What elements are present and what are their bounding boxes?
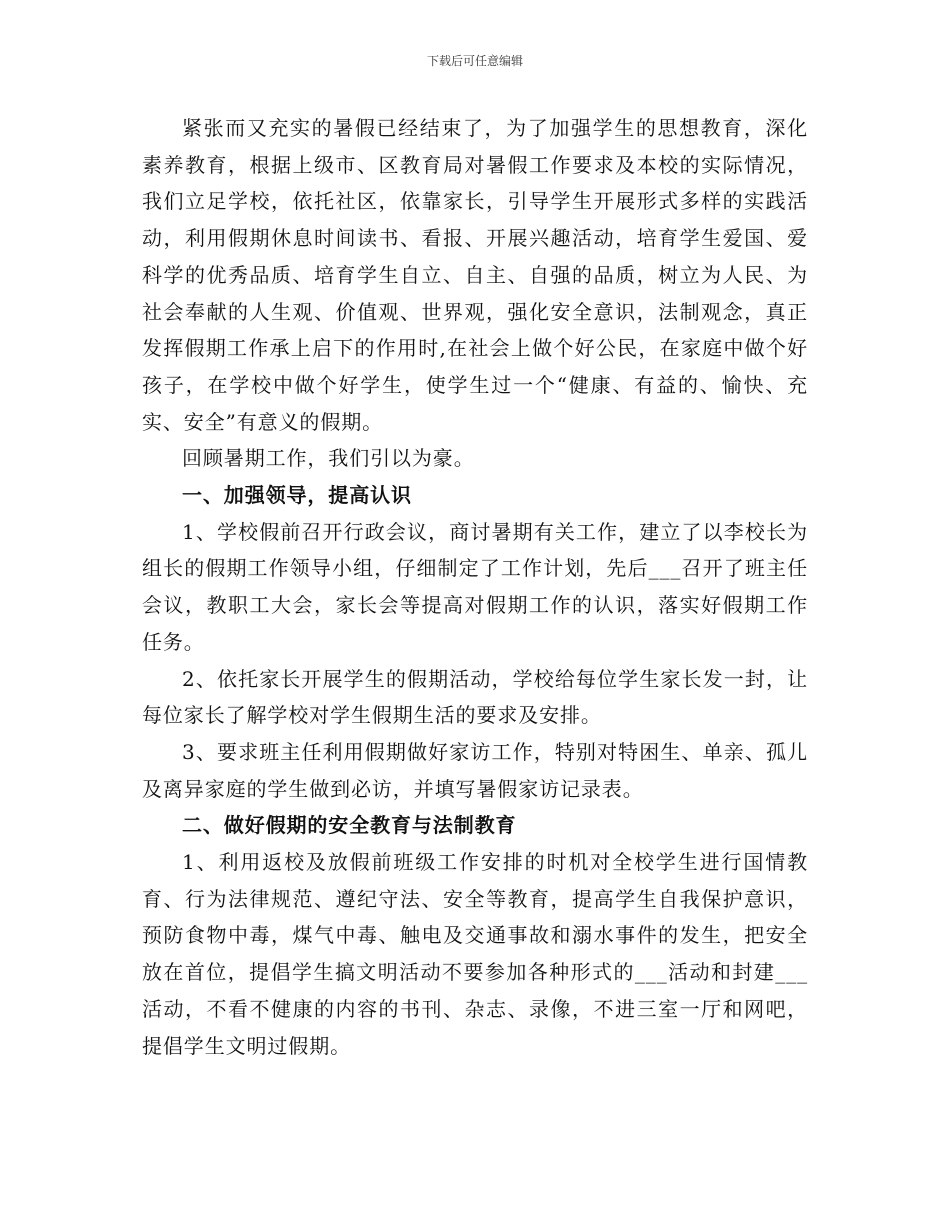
section-heading-safety: 二、做好假期的安全教育与法制教育 (182, 813, 517, 838)
intro-paragraph: 紧张而又充实的暑假已经结束了，为了加强学生的思想教育，深化素养教育，根据上级市、区教育局对暑假工作要求及本校的实际情况，我们立足学校，依托社区，依靠家长，引导学生开展形式多样的实践活动，利用假期休息时间读书、看报、开展兴趣活动，培育学生爱国、爱科学的优秀品质、培育学生自立、自主、自强的品质，树立为人民、为社会奉献的人生观、价值观、世界观，强化安全意识，法制观念，真正发挥假期工作承上启下的作用时,在社会上做个好公民，在家庭中做个好孩子，在学校中做个好学生，使学生过一个“健康、有益的、愉快、充实、安全”有意义的假期。 (142, 116, 808, 434)
page-header: 下载后可任意编辑 (426, 54, 523, 68)
section1-item-3: 3、要求班主任利用假期做好家访工作，特别对特困生、单亲、孤儿及离异家庭的学生做到必访，并填写暑假家访记录表。 (142, 739, 808, 801)
section1-item-1: 1、学校假前召开行政会议，商讨暑期有关工作，建立了以李校长为组长的假期工作领导小组，仔细制定了工作计划，先后___召开了班主任会议，教职工大会，家长会等提高对假期工作的认识，落实好假期工作任务。 (142, 519, 808, 654)
document-body (142, 110, 808, 1064)
review-paragraph: 回顾暑期工作，我们引以为豪。 (182, 446, 475, 471)
section1-item-2: 2、依托家长开展学生的假期活动，学校给每位学生家长发一封，让每位家长了解学校对学生假期生活的要求及安排。 (142, 666, 808, 728)
section2-item-1: 1、利用返校及放假前班级工作安排的时机对全校学生进行国情教育、行为法律规范、遵纪守法、安全等教育，提高学生自我保护意识，预防食物中毒，煤气中毒、触电及交通事故和溺水事件的发生，把安全放在首位，提倡学生搞文明活动不要参加各种形式的___活动和封建___活动，不看不健康的内容的书刊、杂志、录像，不进三室一厅和网吧，提倡学生文明过假期。 (142, 850, 808, 1058)
section-heading-leadership: 一、加强领导，提高认识 (182, 483, 412, 508)
